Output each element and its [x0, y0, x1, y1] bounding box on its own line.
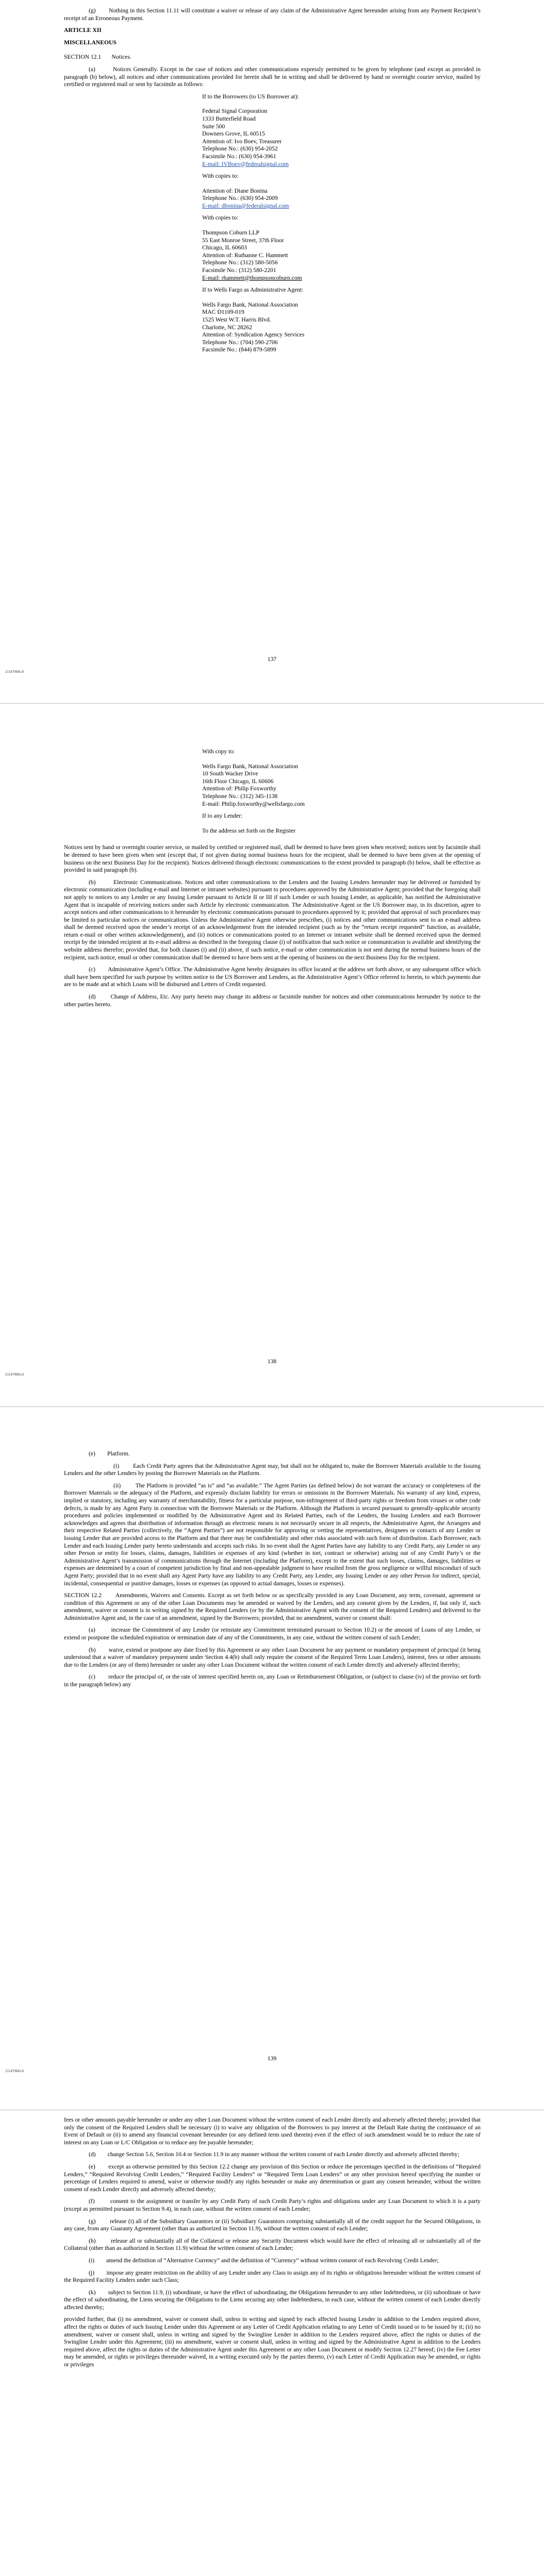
- item-e: (e) except as otherwise permitted by this Section 12.2 change any provision of this Section or reduce the percentages specified in the definitions of “Required Lenders,” “Required Revolving Credit Lenders,” “Required Facility Lenders” or “Required Term Loan Lenders” or any other provision hereof specifying the number or percentage of Lenders required to amend, waive or otherwise modify any rights hereunder or make any determination or grant any consent hereunder, without the written consent of each Lender directly and adversely affected thereby;: [64, 2163, 481, 2193]
- lender-block: [202, 812, 481, 835]
- copies-block-1: [202, 173, 481, 210]
- page-139: [0, 1407, 544, 2110]
- address-line: Facsimile No.: (630) 954-3961: [202, 152, 276, 160]
- address-line: Attention of: Ruthanne C. Hammett: [202, 251, 288, 259]
- item-a: (a) increase the Commitment of any Lender (or reinstate any Commitment terminated pursuant to Section 10.2) or the amount of Loans of any Lender, or extend or postpone the scheduled expiration or termination date of any of the Commitments, in any case, without the written consent of such Lender;: [64, 1626, 481, 1641]
- address-line: Telephone No.: (312) 580-5056: [202, 259, 278, 266]
- borrower-header: If to the Borrowers (to US Borrower at):: [202, 93, 299, 100]
- address-line: Telephone No.: (704) 590-2706: [202, 338, 278, 346]
- address-line: Wells Fargo Bank, National Association: [202, 301, 298, 308]
- paragraph-g: (g) Nothing in this Section 11.11 will constitute a waiver or release of any claim of the Administrative Agent hereunder arising from any Payment Recipient’s receipt of an Erroneous Payment.: [64, 7, 481, 22]
- page-140: [0, 2110, 544, 2576]
- agent-header: If to Wells Fargo as Administrative Agent:: [202, 286, 304, 294]
- address-line: Facsimile No.: (312) 580-2201: [202, 267, 276, 274]
- address-line: Facsimile No.: (844) 879-5899: [202, 346, 276, 353]
- paragraph-ii: (ii) The Platform is provided “as is” and “as available.” The Agent Parties (as defined below) do not warrant the accuracy or completeness of the Borrower Materials or the adequacy of the Platform, and expressly disclaim liability for errors or omissions in the Borrower Materials. No warranty of any kind, express, implied or statutory, including any warranty of merchantability, fitness for a particular purpose, non-infringement of third-party rights or freedom from viruses or other code defects, is made by any Agent Party in connection with the Borrower Materials or the Platform. Although the Platform is secured pursuant to generally-applicable security procedures and policies implemented or modified by the Administrative Agent and its Related Parties, each of the Lenders, the Issuing Lenders and each Borrower acknowledges and agrees that distribution of information through an electronic means is not necessarily secure in all respects, the Administrative Agent, the Arrangers and their respective Related Parties (collectively, the “Agent Parties”) are not responsible for approving or vetting the representatives, designees or contacts of any Lender or Issuing Lender that are provided access to the Platform and that there may be confidentiality and other risks associated with such form of distribution. Each Borrower, each Lender and each Issuing Lender party hereto understands and accepts such risks. In no event shall the Agent Parties have any liability to any Credit Party, any Lender or any other Person or entity for losses, claims, damages, liabilities or expenses of any kind (whether in tort, contract or otherwise) arising out of any Credit Party’s or the Administrative Agent’s transmission of communications through the Internet (including the Platform), except to the extent that such losses, claims, damages, liabilities or expenses are determined by a court of competent jurisdiction by final and non-appealable judgment to have resulted from the gross negligence or willful misconduct of such Agent Party; provided that in no event shall any Agent Party have any liability to any Credit Party, any Lender, any Issuing Lender or any other Person for indirect, special, incidental, consequential or punitive damages, losses or expenses (as opposed to actual damages, losses or expenses).: [64, 1482, 481, 1587]
- page-137: [0, 0, 544, 703]
- item-f: (f) consent to the assignment or transfer by any Credit Party of such Credit Party’s rights and obligations under any Loan Document to which it is a party (except as permitted pursuant to Section 9.4), in each case, without the written consent of each Lender;: [64, 2198, 481, 2212]
- address-line: 1525 West W.T. Harris Blvd.: [202, 316, 271, 323]
- copies-header: With copies to:: [202, 214, 239, 222]
- paragraph-continued: fees or other amounts payable hereunder or under any other Loan Document without the written consent of each Lender directly and adversely affected thereby; provided that only the consent of the Required Lenders shall be necessary (i) to waive any obligation of the Borrowers to pay interest at the Default Rate during the continuance of an Event of Default or (ii) to amend any financial covenant hereunder (or any defined term used therein) even if the effect of such amendment would be to reduce the rate of interest on any Loan or L/C Obligation or to reduce any fee payable hereunder;: [64, 2116, 481, 2146]
- section-12-1-heading: SECTION 12.1 Notices.: [64, 54, 131, 61]
- lender-header: If to any Lender:: [202, 812, 243, 820]
- page-number: 137: [267, 656, 277, 663]
- article-number: ARTICLE XII: [64, 27, 102, 34]
- page-number: 139: [267, 2055, 277, 2062]
- page-138: [0, 704, 544, 1406]
- paragraph-d-change: (d) Change of Address, Etc. Any party hereto may change its address or facsimile number for notices and other communications hereunder by notice to the other parties hereto.: [64, 993, 481, 1008]
- item-c: (c) reduce the principal of, or the rate of interest specified herein on, any Loan or Reimbursement Obligation, or (subject to clause (iv) of the proviso set forth in the paragraph below) any: [64, 1673, 481, 1688]
- address-line: Attention of: Diane Bonina: [202, 187, 268, 194]
- address-line: 1333 Butterfield Road: [202, 115, 256, 122]
- item-b: (b) waive, extend or postpone any date fixed by this Agreement or any other Loan Document for any payment or mandatory prepayment of principal (it being understood that a waiver of mandatory prepayment under Section 4.4(b) shall only require the consent of the Required Term Loan Lenders), interest, fees or other amounts due to the Lenders (or any of them) hereunder or under any other Loan Document without the written consent of each Lender directly and adversely affected thereby;: [64, 1646, 481, 1668]
- paragraph-notices-effective: Notices sent by hand or overnight courier service, or mailed by certified or registered mail, shall be deemed to have been given when received; notices sent by facsimile shall be deemed to have been given when sent (except that, if not given during normal business hours for the recipient, shall be deemed to have been given at the opening of business on the next Business Day for the recipient). Notices delivered through electronic communications to the extent provided in paragraph (b) below, shall be effective as provided in said paragraph (b).: [64, 844, 481, 874]
- proviso-further: provided further, that (i) no amendment, waiver or consent shall, unless in writing and signed by each affected Issuing Lender in addition to the Lenders required above, affect the rights or duties of such Issuing Lender under this Agreement or any Letter of Credit Application relating to any Letter of Credit issued or to be issued by it; (ii) no amendment, waiver or consent shall, unless in writing and signed by the Swingline Lender in addition to the Lenders required above, affect the rights or duties of the Swingline Lender under this Agreement; (iii) no amendment, waiver or consent shall, unless in writing and signed by the Administrative Agent in addition to the Lenders required above, affect the rights or duties of the Administrative Agent under this Agreement or any other Loan Document or modify Section 12.27 hereof; (iv) the Fee Letter may be amended, or rights or privileges thereunder waived, in a writing executed only by the parties thereto, (v) each Letter of Credit Application may be amended, or rights or privileges: [64, 2316, 481, 2368]
- address-line: Suite 500: [202, 123, 225, 130]
- footer-id: 21147968v.8: [5, 2069, 24, 2073]
- copy-block: [202, 748, 481, 808]
- address-line: Telephone No.: (312) 345-1138: [202, 792, 278, 800]
- address-line: Wells Fargo Bank, National Association: [202, 762, 298, 770]
- item-d: (d) change Section 5.6, Section 10.4 or Section 11.9 in any manner without the written consent of each Lender directly and adversely affected thereby;: [89, 2151, 459, 2158]
- page-139-body: [64, 1450, 481, 1693]
- address-line: 16th Floor Chicago, IL 60606: [202, 777, 274, 785]
- address-line: Downers Grove, IL 60515: [202, 130, 265, 138]
- paragraph-a-notices: (a) Notices Generally. Except in the case of notices and other communications expressly permitted to be given by telephone (and except as provided in paragraph (b) below), all notices and other communications provided for herein shall be in writing and shall be delivered by hand or overnight courier service, mailed by certified or registered mail or sent by facsimile as follows:: [64, 65, 481, 88]
- paragraph-b-electronic: (b) Electronic Communications. Notices and other communications to the Lenders and the Issuing Lenders hereunder may be delivered or furnished by electronic communication (including e-mail and Internet or intranet websites) pursuant to procedures approved by the Administrative Agent; provided that the foregoing shall not apply to notices to any Lender or any Issuing Lender pursuant to Article II or III if such Lender or such Issuing Lender, as applicable, has notified the Administrative Agent that is incapable of receiving notices under such Article by electronic communication. The Administrative Agent or the US Borrower may, in its discretion, agree to accept notices and other communications to it hereunder by electronic communications pursuant to procedures approved by it; provided that approval of such procedures may be limited to particular notices or communications. Unless the Administrative Agent otherwise prescribes, (i) notices and other communications sent to an e-mail address shall be deemed received upon the sender’s receipt of an acknowledgement from the intended recipient (such as by the “return receipt requested” function, as available, return e-mail or other written acknowledgement), and (ii) notices or communications posted to an Internet or intranet website shall be deemed received upon the deemed receipt by the intended recipient at its e-mail address as described in the foregoing clause (i) of notification that such notice or communication is available and identifying the website address therefor; provided that, for both clauses (i) and (ii) above, if such notice, e-mail or other communication is not sent during the normal business hours of the recipient, such notice, email or other communication shall be deemed to have been sent at the opening of business on the next Business Day for the recipient.: [64, 878, 481, 961]
- address-line: Attention of: Syndication Agency Services: [202, 331, 305, 338]
- page-138-body: [64, 748, 481, 1013]
- item-k: (k) subject to Section 11.9, (i) subordinate, or have the effect of subordinating, the Obligations hereunder to any other Indebtedness, or (ii) subordinate or have the effect of subordinating, the Liens securing the Obligations to the Liens securing any other Indebtedness, in each case, without the written consent of each Lender directly affected thereby;: [64, 2289, 481, 2311]
- address-line: E-mail: Philip.foxworthy@wellsfargo.com: [202, 800, 305, 807]
- paragraph-c-office: (c) Administrative Agent’s Office. The Administrative Agent hereby designates its office located at the address set forth above, or any subsequent office which shall have been specified for such purpose by written notice to the US Borrower and Lenders, as the Administrative Agent’s Office referred to herein, to which payments due are to be made and at which Loans will be disbursed and Letters of Credit requested.: [64, 966, 481, 988]
- copies-block-2: [202, 214, 481, 282]
- address-line: Federal Signal Corporation: [202, 108, 268, 115]
- copies-email-link[interactable]: E-mail: dbonina@federalsignal.com: [202, 202, 289, 209]
- address-line: Thompson Coburn LLP: [202, 229, 259, 236]
- address-line: E-mail: rhammett@thompsoncoburn.com: [202, 274, 302, 281]
- address-line: Telephone No.: (630) 954-2052: [202, 145, 278, 152]
- item-g: (g) release (i) all of the Subsidiary Guarantors or (ii) Subsidiary Guarantors comprising substantially all of the credit support for the Secured Obligations, in any case, from any Guaranty Agreement (other than as authorized in Section 11.9), without the written consent of each Lender;: [64, 2217, 481, 2232]
- address-line: Attention of: Philip Foxworthy: [202, 785, 276, 792]
- borrower-address-block: [202, 93, 481, 168]
- item-j: (j) impose any greater restriction on the ability of any Lender under any Class to assign any of its rights or obligations hereunder without the written consent of the Required Facility Lenders under such Class;: [64, 2269, 481, 2284]
- address-line: Attention of: Ivo Boev, Treasurer: [202, 138, 282, 145]
- item-h: (h) release all or substantially all of the Collateral or release any Security Document which would have the effect of releasing all or substantially all of the Collateral (other than as authorized in Section 11.9) without the written consent of each Lender;: [64, 2237, 481, 2252]
- paragraph-e-platform: (e) Platform.: [89, 1450, 130, 1457]
- copies-header: With copies to:: [202, 173, 239, 180]
- borrower-email-link[interactable]: E-mail: IVBoev@federalsignal.com: [202, 160, 289, 167]
- address-line: 55 East Monroe Street, 37th Floor: [202, 236, 284, 244]
- paragraph-i: (i) Each Credit Party agrees that the Administrative Agent may, but shall not be obligated to, make the Borrower Materials available to the Issuing Lenders and the other Lenders by posting the Borrower Materials on the Platform.: [64, 1462, 481, 1477]
- address-line: Charlotte, NC 28262: [202, 324, 252, 331]
- item-i: (i) amend the definition of “Alternative Currency” and the definition of “Currency” without written consent of each Revolving Credit Lender;: [89, 2257, 439, 2264]
- footer-id: 21147968v.8: [5, 1372, 24, 1377]
- section-12-2: SECTION 12.2 Amendments, Waivers and Consents. Except as set forth below or as specifically provided in any Loan Document, any term, covenant, agreement or condition of this Agreement or any of the other Loan Documents may be amended or waived by the Lenders, and any consent given by the Lenders, if, but only if, such amendment, waiver or consent is in writing signed by the Required Lenders (or by the Administrative Agent with the consent of the Required Lenders) and delivered to the Administrative Agent and, in the case of an amendment, signed by the Borrowers; provided, that no amendment, waiver or consent shall:: [64, 1592, 481, 1621]
- footer-id: 21147968v.8: [5, 670, 24, 674]
- lender-line: To the address set forth on the Register: [202, 827, 296, 834]
- address-line: 10 South Wacker Drive: [202, 770, 258, 777]
- agent-address-block: [202, 286, 481, 354]
- page-140-body: [64, 2116, 481, 2374]
- address-line: MAC D1109-019: [202, 309, 244, 316]
- page-137-body: [64, 7, 481, 359]
- copy-header: With copy to:: [202, 748, 235, 755]
- address-line: Chicago, IL 60603: [202, 244, 247, 251]
- page-number: 138: [267, 1358, 277, 1365]
- article-title: MISCELLANEOUS: [64, 39, 117, 46]
- address-line: Telephone No.: (630) 954-2009: [202, 195, 278, 202]
